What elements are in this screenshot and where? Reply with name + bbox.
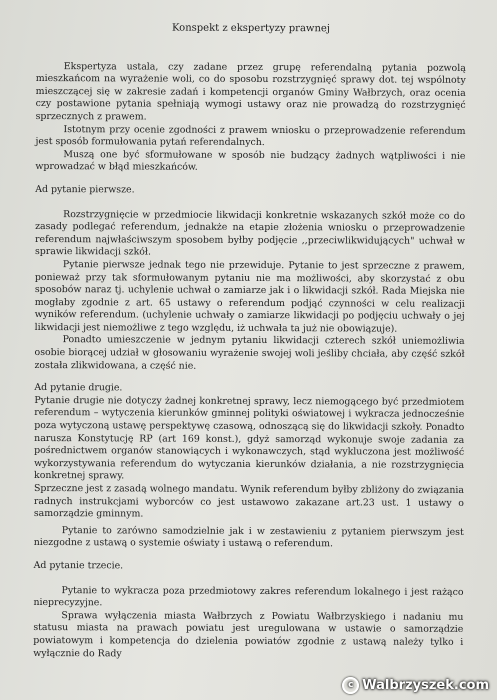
q2-paragraph-3: Pytanie to zarówno samodzielnie jak i w zestawieniu z pytaniem pierwszym jest niezgodne z ustawą o systemie oświaty i ustawą o referendum.: [33, 524, 464, 550]
q3-paragraph-2: Sprawa wyłączenia miasta Wałbrzych z Powiatu Wałbrzyskiego i nadaniu mu statusu miasta na prawach powiatu jest uregulowana w ustawie o samorządzie powiatowym i kompetencja do dzielenia powiatów zgodnie z ustawą należy tylko i wyłącznie do Rady: [33, 609, 464, 659]
intro-paragraph-3: Muszą one być sformułowane w sposób nie budzący żadnych wątpliwości i nie wprowadzać w błąd mieszkańców.: [35, 148, 466, 174]
q1-paragraph-1: Rozstrzygnięcie w przedmiocie likwidacji konkretnie wskazanych szkół może co do zasady podlegać referendum, jednakże na etapie złożenia wniosku o przeprowadzenie referendum najwłaściwszym sposobem byłby podjęcie ,,przeciwlikwidujących" uchwał w sprawie likwidacji szkół.: [34, 208, 466, 258]
section-heading-q1: Ad pytanie pierwsze.: [35, 183, 135, 196]
section-heading-q3: Ad pytanie trzecie.: [33, 559, 124, 572]
document-body: [33, 22, 466, 662]
intro-paragraph-2: Istotnym przy ocenie zgodności z prawem wniosku o przeprowadzenie referendum jest sposób formułowania pytań referendalnych.: [35, 123, 466, 149]
section-heading-q2: Ad pytanie drugie.: [34, 382, 123, 394]
q1-paragraph-3: Ponadto umieszczenie w jednym pytaniu likwidacji czterech szkół uniemożliwia osobie biorącej udział w głosowaniu wyrażenie swojej woli jeśliby chciała, aby część szkół została zlikwidowana, a część nie.: [34, 334, 465, 372]
q2-paragraph-2: Sprzeczne jest z zasadą wolnego mandatu. Wynik referendum byłby zbliżony do związania radnych instrukcjami wyborców co jest ustawowo zakazane art.23 ust. 1 ustawy o samorządzie gminnym.: [33, 482, 464, 520]
q3-paragraph-1: Pytanie to wykracza poza przedmiotowy zakres referendum lokalnego i jest rażąco nieprecyzyjne.: [33, 584, 464, 609]
intro-paragraph-1: Ekspertyza ustala, czy zadane przez grupę referendalną pytania pozwolą mieszkańcom na wyrażenie woli, co do sposobu rozstrzygnięć sprawy dot. tej wspólnoty mieszczącej się w zakresie zadań i kompetencji organów Gminy Wałbrzych, oraz ocenia czy postawione pytania spełniają wymogi ustawy oraz nie prowadzą do rozstrzygnięć sprzecznych z prawem.: [35, 60, 466, 123]
watermark-text: Walbrzyszek.com: [362, 678, 489, 693]
q2-paragraph-1: Pytanie drugie nie dotyczy żadnej konkretnej sprawy, lecz niemogącego być przedmiotem referendum – wytyczenia kierunków gminnej polityki oświatowej i wykracza jednocześnie poza wytyczoną ustawę perspektywę czasową, odnoszącą się do likwidacji szkoły. Ponadto narusza Konstytucję RP (art 169 konst.), gdyż samorząd wykonuje swoje zadania za pośrednictwem organów stanowiących i wykonawczych, stąd wykluczona jest możliwość wykorzystywania referendum do wytyczania kierunków działania, a nie rozstrzygnięcia konkretnej sprawy.: [33, 394, 465, 482]
copyright-icon: c: [342, 677, 359, 694]
q1-paragraph-2: Pytanie pierwsze jednak tego nie przewiduje. Pytanie to jest sprzeczne z prawem, ponieważ przy tak sformułowanym pytaniu nie ma możliwości, aby skorzystać z obu sposobów naraz tj. uchylenie uchwał o zamiarze jak i o likwidacji szkół. Rada Miejska nie mogłaby zgodnie z art. 65 ustawy o referendum podjąć czynności w celu realizacji wyników referendum. (uchylenie uchwały o zamiarze likwidacji po podjęciu uchwały o jej likwidacji jest niemożliwe z tego względu, iż uchwała ta już nie obowiązuje).: [34, 259, 465, 335]
site-watermark: [342, 677, 489, 694]
document-title: Konspekt z ekspertyzy prawnej: [171, 22, 330, 35]
